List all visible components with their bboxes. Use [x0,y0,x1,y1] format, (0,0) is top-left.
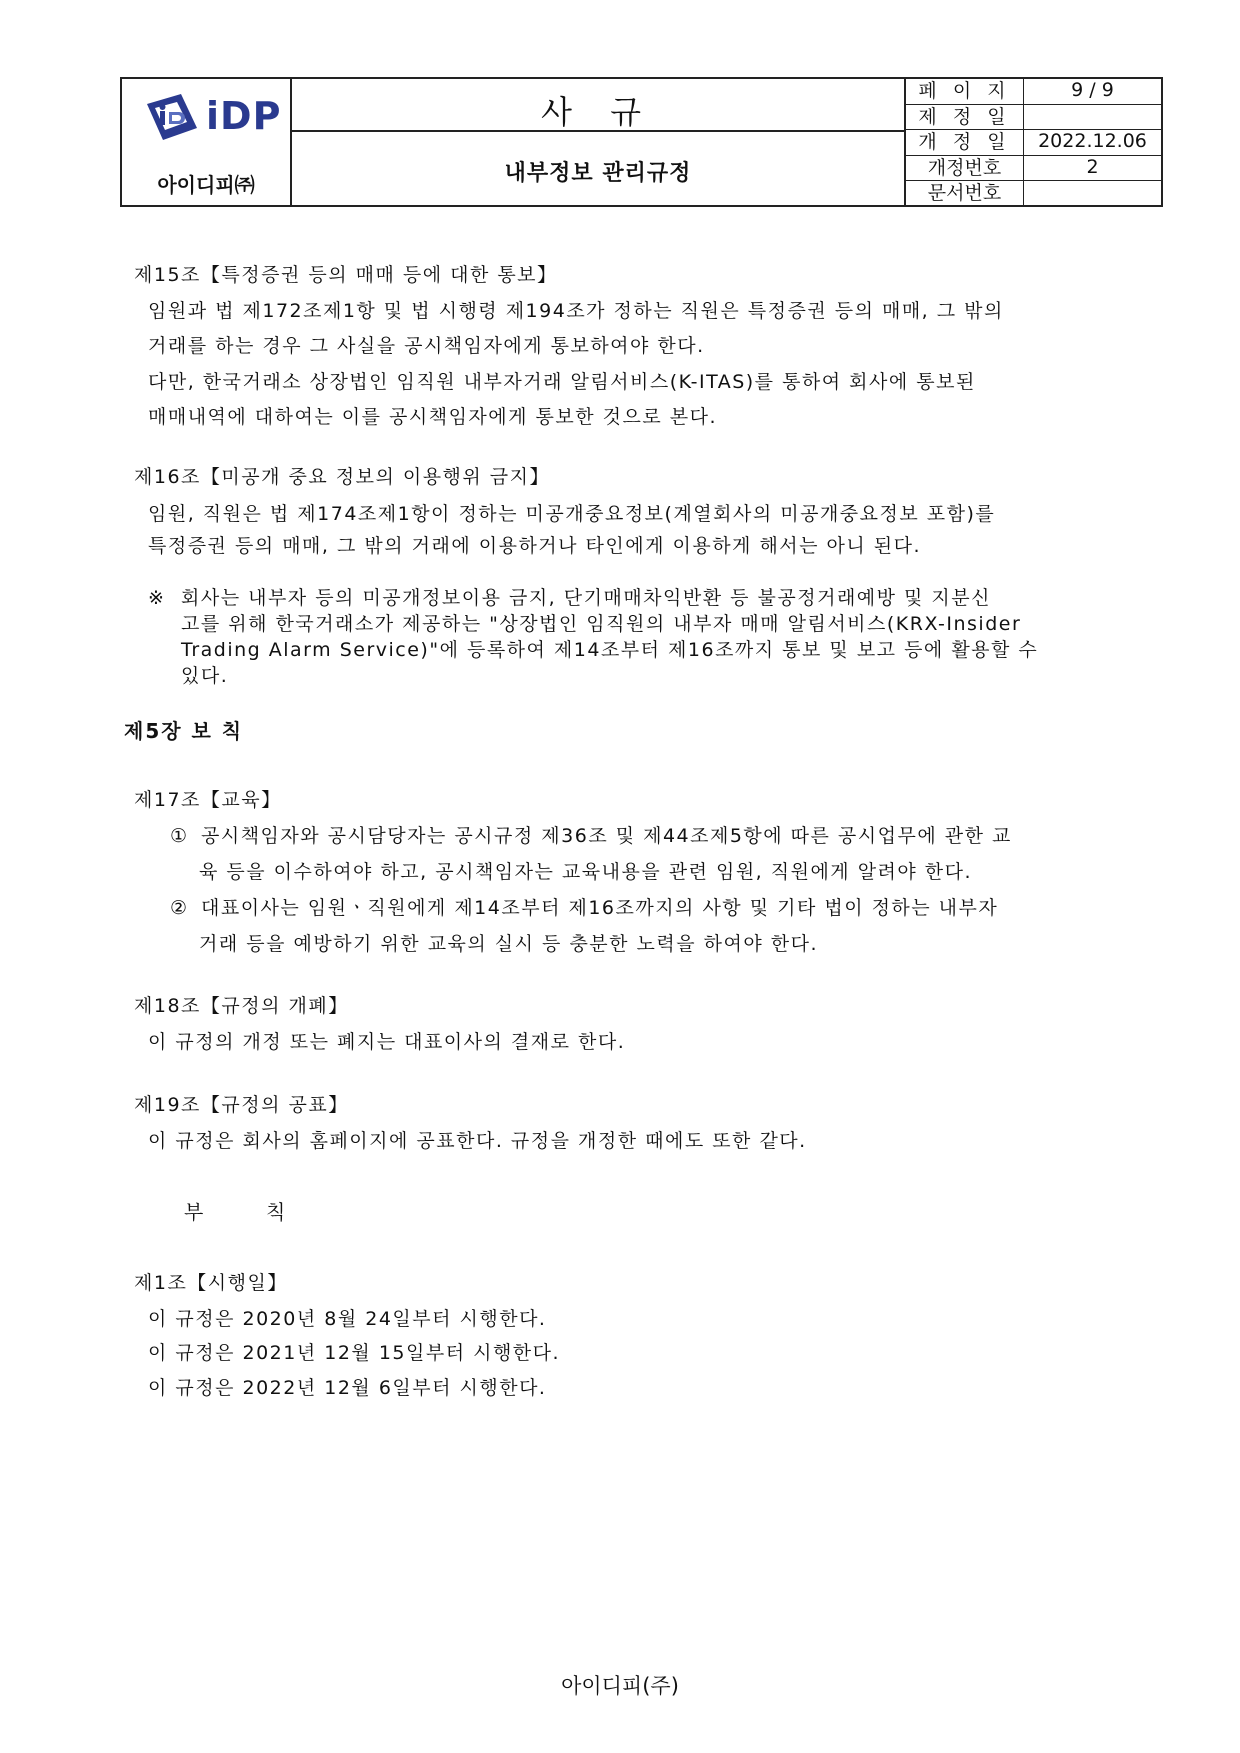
article-17-item-number: ② [170,897,189,919]
article-19-heading: 제19조【규정의 공표】 [134,1094,349,1116]
meta-value: 2 [1086,155,1099,178]
meta-row-doc-number [906,181,1161,207]
meta-label: 개정번호 [906,156,1024,181]
document-header [120,77,1163,207]
article-15-line: 임원과 법 제172조제1항 및 법 시행령 제194조가 정하는 직원은 특정증권 등의 매매, 그 밖의 [148,300,1004,322]
article-15-heading: 제15조【특정증권 등의 매매 등에 대한 통보】 [134,264,558,286]
meta-row-page [906,79,1161,105]
meta-value: 2022.12.06 [1038,130,1147,153]
note-line: 고를 위해 한국거래소가 제공하는 "상장법인 임직원의 내부자 매매 알림서비스(KRX-Insider [181,613,1022,635]
article-16-line: 임원, 직원은 법 제174조제1항이 정하는 미공개중요정보(계열회사의 미공개중요정보 포함)를 [148,503,996,525]
meta-table [906,79,1161,205]
meta-label: 페 이 지 [906,79,1024,104]
article-1-heading: 제1조【시행일】 [134,1272,288,1294]
article-17-item-line: 거래 등을 예방하기 위한 교육의 실시 등 충분한 노력을 하여야 한다. [199,933,818,955]
article-17-heading: 제17조【교육】 [134,789,282,811]
meta-label: 개 정 일 [906,130,1024,155]
note-line: 회사는 내부자 등의 미공개정보이용 금지, 단기매매차익반환 등 불공정거래예방 및 지분신 [181,587,991,609]
article-17-item-line: 대표이사는 임원ㆍ직원에게 제14조부터 제16조까지의 사항 및 기타 법이 정하는 내부자 [201,897,999,919]
article-17-item-line: 공시책임자와 공시담당자는 공시규정 제36조 및 제44조제5항에 따른 공시업무에 관한 교 [201,825,1012,847]
article-17-item-number: ① [170,825,189,847]
article-18-heading: 제18조【규정의 개폐】 [134,995,349,1017]
meta-value: 9 / 9 [1071,79,1114,101]
article-19-line: 이 규정은 회사의 홈페이지에 공표한다. 규정을 개정한 때에도 또한 같다. [148,1130,807,1152]
chapter-5-heading: 제5장 보 칙 [124,719,244,743]
note-line: Trading Alarm Service)"에 등록하여 제14조부터 제16조까지 통보 및 보고 등에 활용할 수 [181,639,1039,661]
footer-company-name: 아이디피(주) [561,1674,679,1698]
meta-row-revision-number [906,156,1161,182]
logo-cell [122,79,292,205]
supplementary-part: 부 [184,1200,204,1224]
article-15-line: 거래를 하는 경우 그 사실을 공시책임자에게 통보하여야 한다. [148,335,705,357]
article-17-item-line: 육 등을 이수하여야 하고, 공시책임자는 교육내용을 관련 임원, 직원에게 알려야 한다. [199,861,973,883]
supplementary-provisions-heading [184,1199,285,1225]
article-15-line: 매매내역에 대하여는 이를 공시책임자에게 통보한 것으로 본다. [148,406,717,428]
note-mark: ※ [148,587,166,609]
meta-label: 문서번호 [906,181,1024,207]
article-1-line: 이 규정은 2021년 12월 15일부터 시행한다. [148,1342,561,1364]
company-name: 아이디피㈜ [157,173,255,197]
title-cell [292,79,906,205]
article-1-line: 이 규정은 2020년 8월 24일부터 시행한다. [148,1308,547,1330]
note-line: 있다. [181,665,229,687]
document-kind: 사 규 [541,93,655,131]
document-title: 내부정보 관리규정 [504,161,692,186]
article-1-line: 이 규정은 2022년 12월 6일부터 시행한다. [148,1377,547,1399]
meta-row-revised [906,130,1161,156]
supplementary-part: 칙 [266,1200,286,1224]
company-logo-icon [141,92,201,142]
meta-value [1024,105,1161,130]
article-16-heading: 제16조【미공개 중요 정보의 이용행위 금지】 [134,466,550,488]
article-15-line: 다만, 한국거래소 상장법인 임직원 내부자거래 알림서비스(K-ITAS)를 통하여 회사에 통보된 [148,371,976,393]
meta-label: 제 정 일 [906,105,1024,130]
title-divider [292,130,904,132]
meta-value [1024,181,1161,207]
article-16-line: 특정증권 등의 매매, 그 밖의 거래에 이용하거나 타인에게 이용하게 해서는 아니 된다. [148,535,922,557]
meta-row-enacted [906,105,1161,131]
logo-text: iDP [206,94,282,138]
article-18-line: 이 규정의 개정 또는 폐지는 대표이사의 결재로 한다. [148,1031,626,1053]
